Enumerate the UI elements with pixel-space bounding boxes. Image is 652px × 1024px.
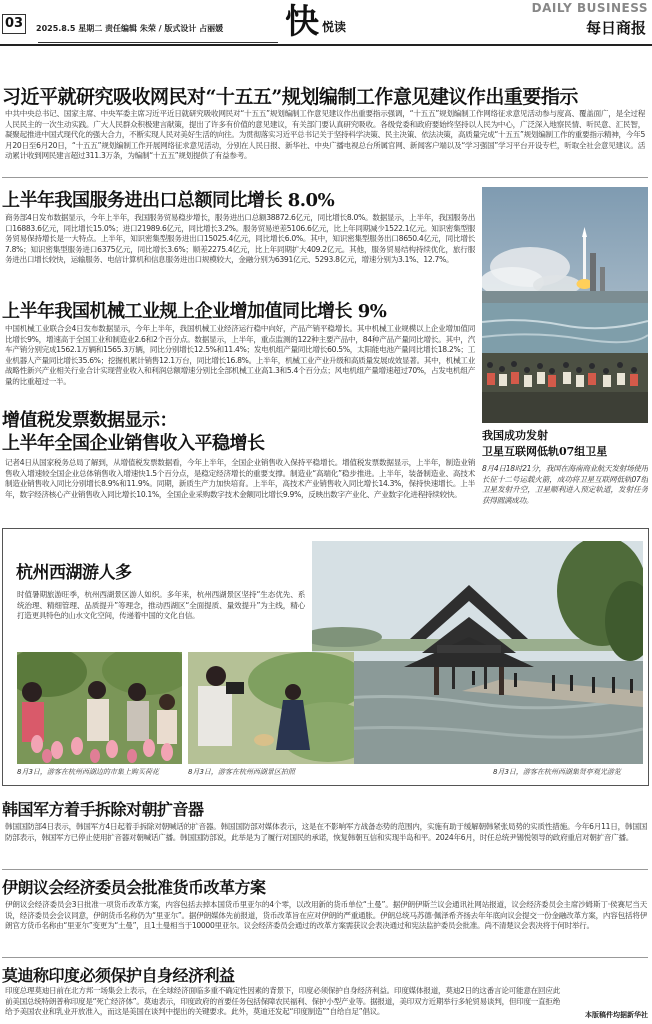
photo-story-title-line2: 卫星互联网低轨07组卫星 (482, 445, 608, 458)
source-note: 本版稿件均据新华社 (585, 1011, 648, 1019)
headline-modi: 莫迪称印度必须保护自身经济利益 (2, 966, 235, 985)
section-subtitle: 悦读 (322, 20, 347, 34)
headline-xi-instruction: 习近平就研究吸收网民对“十五五”规划编制工作意见建议作出重要指示 (2, 86, 578, 108)
article-westlake-body: 时值暑期旅游旺季，杭州西湖景区游人如织。多年来，杭州西湖景区坚持“生态优先、系统治理、精细管理、品质提升”等理念，推动西湖区“全面提质、量效提升”为主线，精心打造更具特色的山水文化空间，传递着中国的文化自信。 (17, 590, 305, 621)
divider (2, 177, 648, 178)
article-iran-body: 伊朗议会经济委员会3日批准一项货币改革方案，内容包括去掉本国货币里亚尔的4个零，以改用新的货币单位“土曼”。据伊朗伊斯兰议会通讯社网站报道，议会经济委员会主席沙姆斯丁·侯赛尼当天说，经济委员会会议同意，伊朗货币名称仍为“里亚尔”。据伊朗媒体先前报道，货币改革旨在应对伊朗的严重通胀。伊朗总统马苏德·佩泽希齐扬去年年底向议会提交一份金融改革方案，内容包括将伊朗官方货币名称由“里亚尔”变更为“土曼”，且1土曼相当于10000里亚尔。议会经济委员会通过的改革方案需获议会表决通过和宪法监护委员会批准。尚不清楚议会表决将于何时举行。 (5, 900, 647, 931)
photo-story-title (482, 428, 650, 460)
article-korea-body: 韩国国防部4日表示，韩国军方4日起着手拆除对朝喊话的扩音器。韩国国防部对媒体表示，这是在不影响军方战备态势的范围内，实施有助于缓解朝韩紧张局势的实质性措施。今年6月11日，韩国国防部表示，韩国军方已停止使用扩音器对朝喊话广播。韩国国防部说，此举是为了履行对国民的承诺，恢复韩朝互信和实现半岛和平。2024年6月，时任总统尹锡悦领导的政府重启对朝扩音广播。 (5, 822, 647, 842)
article-vat-body: 记者4日从国家税务总局了解到，从增值税发票数据看，今年上半年，全国企业销售收入保持平稳增长。增值税发票数据显示，上半年，制造业销售收入增速较全国企业总体销售收入增速快1.5个百分点，是稳定经济增长的重要支撑。制造业“高端化”稳步推进。上半年，装备制造业、高技术制造业销售收入同比分别增长8.9%和11.9%。同期，新质生产力加快培育。上半年，高技术产业销售收入同比增长14.3%，保持快速增长。上半年，数字经济核心产业销售收入同比增长10.1%，全国企业采购数字技术金额同比增长9.9%，反映出数字产业化、产业数字化进程持续较快。 (5, 458, 475, 499)
paper-name-en: DAILY BUSINESS (531, 1, 648, 15)
divider (2, 869, 648, 870)
paper-name-cn: 每日商报 (585, 19, 646, 37)
headline-westlake: 杭州西湖游人多 (16, 563, 132, 583)
divider (2, 957, 648, 958)
section-title: 快 (285, 2, 319, 42)
pagoda-photo (312, 541, 643, 764)
headline-vat-1: 增值税发票数据显示： (2, 410, 177, 431)
caption-lotus: 8月3日，游客在杭州西湖边的市集上购买荷花 (17, 768, 159, 776)
headline-machinery: 上半年我国机械工业规上企业增加值同比增长 9% (2, 301, 387, 322)
article-service-trade-body: 商务部4日发布数据显示，今年上半年，我国服务贸易稳步增长，服务进出口总额38872.6亿元，同比增长8.0%。数据显示，上半年，我国服务出口16883.6亿元，同比增长15.0%；进口21989.6亿元，同比增长3.2%。服务贸易逆差5106.6亿元，比上年同期减少1522.1亿元。知识密集型服务贸易保持增长是一大特点。上半年，知识密集型服务进出口15025.4亿元，同比增长6.0%。其中，知识密集型服务出口8650.4亿元，同比增长7.8%；知识密集型服务进口6375亿元，同比增长3.6%；顺差2275.4亿元，比上年同期扩大409.2亿元。其他，服务贸易结构持续优化，旅行服务进出口增长较快，运输服务、电信计算机和信息服务进出口规模较大，金融分别为6391亿元、5293.8亿元，增速分别为3.1%、12.7%。 (5, 213, 475, 265)
article-modi-body: 印度总理莫迪日前在北方邦一场集会上表示，在全球经济面临多重不确定性因素的背景下，印度必须保护自身经济利益。印度媒体报道，莫迪2日的这番言论可能意在回应此前美国总统特朗普称印度是“死亡经济体”。莫迪表示，印度政府的首要任务包括保障农民福利、保护小型产业等。据报道，美印双方近期举行多轮贸易谈判，但印度一直拒绝给予美国农业和乳业开放准入，而这是美国在谈判中提出的关键要求。此外，莫迪还发起“印度制造”“自给自足”倡议。 (5, 986, 560, 1017)
caption-qipao: 8月3日，游客在杭州西湖景区拍照 (188, 768, 295, 776)
headline-korea: 韩国军方着手拆除对朝扩音器 (2, 800, 204, 819)
issue-meta: 2025.8.5 星期二 责任编辑 朱荣 / 版式设计 占丽媛 (36, 24, 224, 33)
page-number: 03 (2, 14, 26, 34)
article-xi-body: 中共中央总书记、国家主席、中央军委主席习近平近日就研究吸收网民对“十五五”规划编制工作意见建议作出重要指示强调，“十五五”规划编制工作网络征求意见活动参与度高、覆盖面广，是全过程人民民主的一次生动实践。广大人民群众积极建言献策，提出了许多有价值的意见建议，有关部门要认真研究吸收。各级党委和政府要始终坚持以人民为中心，广泛深入地察民情、听民意、汇民智，凝聚起推进中国式现代化的强大合力，不断实现人民对美好生活的向往。为贯彻落实习近平总书记关于坚持科学决策、民主决策、依法决策，高质量完成“十五五”规划编制工作的重要指示精神，今年5月20日至6月20日，“十五五”规划编制工作开展网络征求意见活动，分别在人民日报、新华社、中央广播电视总台所属官网、新闻客户端以及“学习强国”学习平台开设专栏，听取全社会意见建议。活动累计收到网民建言超过311.3万条，为编制“十五五”规划提供了有益参考。 (5, 109, 645, 161)
qipao-photo (188, 652, 354, 764)
article-machinery-body: 中国机械工业联合会4日发布数据显示，今年上半年，我国机械工业经济运行稳中向好，产品产销平稳增长。其中机械工业规模以上企业增加值同比增长9%，增速高于全国工业和制造业2.6和2个百分点。数据显示，上半年，重点监测的122种主要产品中，84种产品产量同比增长。其中，汽车产销分别完成1562.1万辆和1565.3万辆，同比分别增长12.5%和11.4%；发电机组产量同比增长60.5%，太阳能电池产量同比增长18.2%；工业机器人产量同比增长35.6%；挖掘机累计销售12.1万台，同比增长16.8%。上半年，机械工业产业升级和高质量发展成效显著。其中，机械工业战略性新兴产业相关行业合计实现营业收入和利润总额增速分别比全部机械工业高1.3和5.4个百分点；风电机组产量增速超过70%，占发电机组产量的比重超过一半。 (5, 324, 475, 386)
headline-service-trade: 上半年我国服务进出口总额同比增长 8.0% (2, 190, 335, 211)
rocket-launch-photo (482, 187, 648, 423)
header-rule (38, 42, 278, 43)
headline-iran: 伊朗议会经济委员会批准货币改革方案 (2, 878, 266, 897)
lotus-market-photo (17, 652, 182, 764)
headline-vat-2: 上半年全国企业销售收入平稳增长 (2, 433, 265, 454)
photo-story-body: 8月4日18时21分，我国在海南商业航天发射场使用长征十二号运载火箭，成功将卫星互联网低轨07组卫星发射升空，卫星顺利进入预定轨道，发射任务获得圆满成功。 (482, 464, 648, 505)
photo-story-title-line1: 我国成功发射 (482, 429, 548, 442)
masthead (0, 0, 652, 46)
caption-pagoda: 8月3日，游客在杭州西湖集贤亭观光游览 (493, 768, 621, 776)
